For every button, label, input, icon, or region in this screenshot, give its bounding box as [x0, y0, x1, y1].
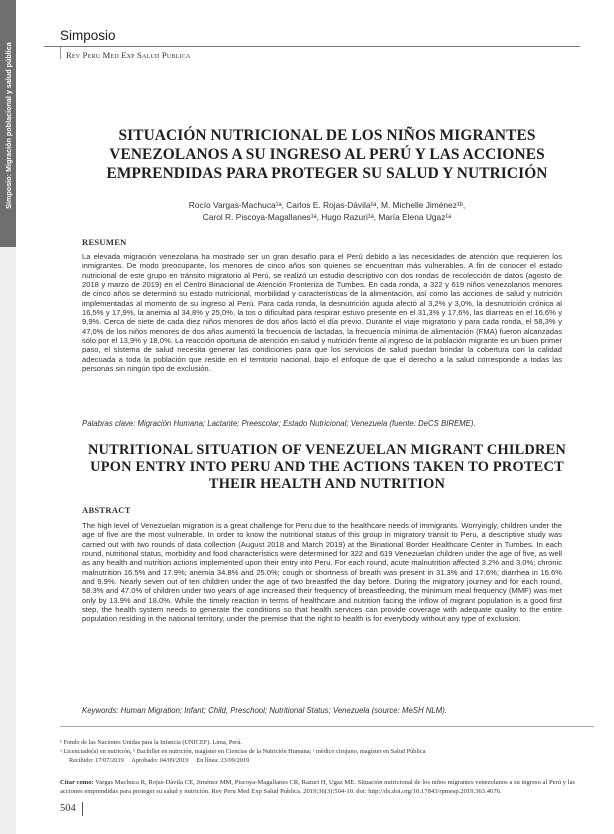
resumen-body: La elevada migración venezolana ha mostrado ser un gran desafío para el Perú debido a las necesidades de atención que requieren los inmigrantes. De modo preocupante, los menores de cinco años son quienes se encuentran más vulnerables. A fin de conocer el estado nutricional de este grupo en tránsito migratorio al Perú, se realizó un estudio descriptivo con dos rondas de recolección de datos (agosto de 2018 y marzo de 2019) en el Centro Binacional de Atención Fronteriza de Tumbes. En cada ronda, a 322 y 619 niños venezolanos menores de cinco años se determinó su estado nutricional, morbilidad y características de la alimentación, así como las acciones de salud y nutrición implementadas al momento de su ingreso al Perú. Para cada ronda, la desnutrición aguda afectó al 3,2% y 3,0%, la desnutrición crónica al 16,5% y 17,9%, la anemia al 34,8% y 25,0%, la tos o dificultad para respirar estuvo presente en el 31,3% y 17,6%, las diarreas en el 16,6% y 9,9%. Cerca de siete de cada diez niños menores de dos años lactó el día previo. Durante el viaje migratorio y para cada ronda, el 58,3% y 47,0% de los niños menores de dos años aumentó la frecuencia de lactadas, la frecuencia mínima de alimentación (FMA) fueron alcanzadas sólo por el 13,9% y 18,0%. La reacción oportuna de atención en salud y nutrición frente al ingreso de la población migrante es un buen primer paso, el sistema de salud necesita generar las condiciones para que los servicios de salud puedan brindar la cobertura con la calidad adecuada a toda la población que reside en el territorio nacional, bajo el enfoque de que el derecho a la salud corresponde a todas las personas sin ningún tipo de exclusión. [82, 252, 562, 374]
title-en-line1: NUTRITIONAL SITUATION OF VENEZUELAN MIGRANT CHILDREN [87, 442, 567, 458]
article-title-english [60, 442, 594, 493]
page-number: 504 [60, 803, 76, 814]
side-tab-label: Simposio: Migración poblacional y salud pública [3, 42, 13, 209]
title-en-line3: THEIR HEALTH AND NUTRITION [208, 476, 446, 492]
footnotes [60, 738, 594, 765]
header-divider [44, 46, 580, 47]
title-es-line2: VENEZOLANOS A SU INGRESO AL PERÚ Y LAS ACCIONES [109, 146, 545, 163]
page-number-divider [82, 802, 83, 816]
resumen-heading: RESUMEN [82, 237, 127, 247]
footnote-affiliation: ¹ Fondo de las Naciones Unidas para la Infancia (UNICEF). Lima, Perú. [60, 739, 242, 746]
authors-line1: Rocío Vargas-Machuca¹ᵃ, Carlos E. Rojas-Dávila¹ᵃ, M. Michelle Jiménez¹ᵇ, [188, 200, 466, 210]
date-online: En línea: 23/09/2019 [196, 757, 250, 764]
citation-label: Citar como: [60, 779, 94, 786]
abstract-body: The high level of Venezuelan migration is a great challenge for Peru due to the healthcare needs of immigrants. Worryingly, children under the age of five are the most vulnerable. In order to know the nutritional status of this group in migratory transit to Peru, a descriptive study was carried out with two rounds of data collection (August 2018 and March 2019) at the Binational Border Healthcare Center in Tumbes. In each round, nutritional status, morbidity and food characteristics were determined for 322 and 619 Venezuelan children under the age of five, as well as any health and nutrition actions implemented upon their entry into Peru. For each round, acute malnutrition affected 3.2% and 3.0%; chronic malnutrition 16.5% and 17.9%; anemia 34.8% and 25.0%; cough or shortness of breath was present in 31.3% and 17.6%; diarrhea in 16.6% and 9.9%. Nearly seven out of ten children under the age of two breastfed the day before. During the migratory journey and for each round, 58.3% and 47.0% of children under two years of age increased their frequency of breastfeeding, the minimum meal frequency (MMF) was met only by 13.9% and 18.0%. While the timely reaction in terms of healthcare and nutrition facing the inflow of migrant population is a good first step, the health system needs to generate the conditions so that health services can provide coverage with adequate quality to the entire population residing in the national territory, under the premise that the right to health is for everybody without any type of exclusion. [82, 521, 562, 624]
author-list [60, 199, 594, 223]
side-tab-light [0, 247, 16, 834]
section-label: Simposio [60, 28, 116, 43]
citation-text: Vargas Machuca R, Rojas-Dávila CE, Jiménez MM, Piscoya-Magallanes CR, Razuri H, Ugaz ME. Situación nutricional de los niños migrantes venezolanos a su ingreso al Perú y las acciones emprendidas para proteger su salud y nutrición. Rev Peru Med Exp Salud Publica. 2019;36(3):504-10. doi: http://dx.doi.org/10.17843/rpmesp.2019.363.4676. [60, 779, 575, 795]
date-approved: Aprobado: 04/09/2019 [131, 757, 189, 764]
footnote-divider [60, 726, 594, 727]
side-tab [0, 0, 16, 834]
resumen-keywords: Palabras clave: Migración Humana; Lactante; Preescolar; Estado Nutricional; Venezuela (fuente: DeCS BIREME). [82, 419, 476, 428]
title-es-line3: EMPRENDIDAS PARA PROTEGER SU SALUD Y NUTRICIÓN [106, 165, 548, 182]
citation [60, 778, 594, 796]
abstract-heading: ABSTRACT [82, 505, 131, 515]
abstract-keywords: Keywords: Human Migration; Infant; Child, Preschool; Nutritional Status; Venezuela (source: MeSH NLM). [82, 706, 448, 715]
title-es-line1: SITUACIÓN NUTRICIONAL DE LOS NIÑOS MIGRANTES [118, 127, 536, 144]
date-received: Recibido: 17/07/2019 [69, 757, 124, 764]
footnote-dates [60, 756, 594, 765]
header-tick [60, 47, 61, 59]
title-en-line2: UPON ENTRY INTO PERU AND THE ACTIONS TAKEN TO PROTECT [90, 459, 564, 475]
footnote-degrees: ᵃ Licenciado(a) en nutrición, ᵇ Bachiller en nutrición, magíster en Ciencias de la Nutrición Humana; ᶜ médico cirujano, magíster en Salud Pública [60, 748, 426, 755]
journal-name: Rev Peru Med Exp Salud Publica [66, 50, 191, 60]
article-title-spanish [60, 126, 594, 183]
authors-line2: Carol R. Piscoya-Magallanes¹ᵃ, Hugo Razuri¹ᵃ, María Elena Ugaz¹ᵃ [202, 212, 452, 222]
side-tab-label-wrap [0, 8, 16, 243]
